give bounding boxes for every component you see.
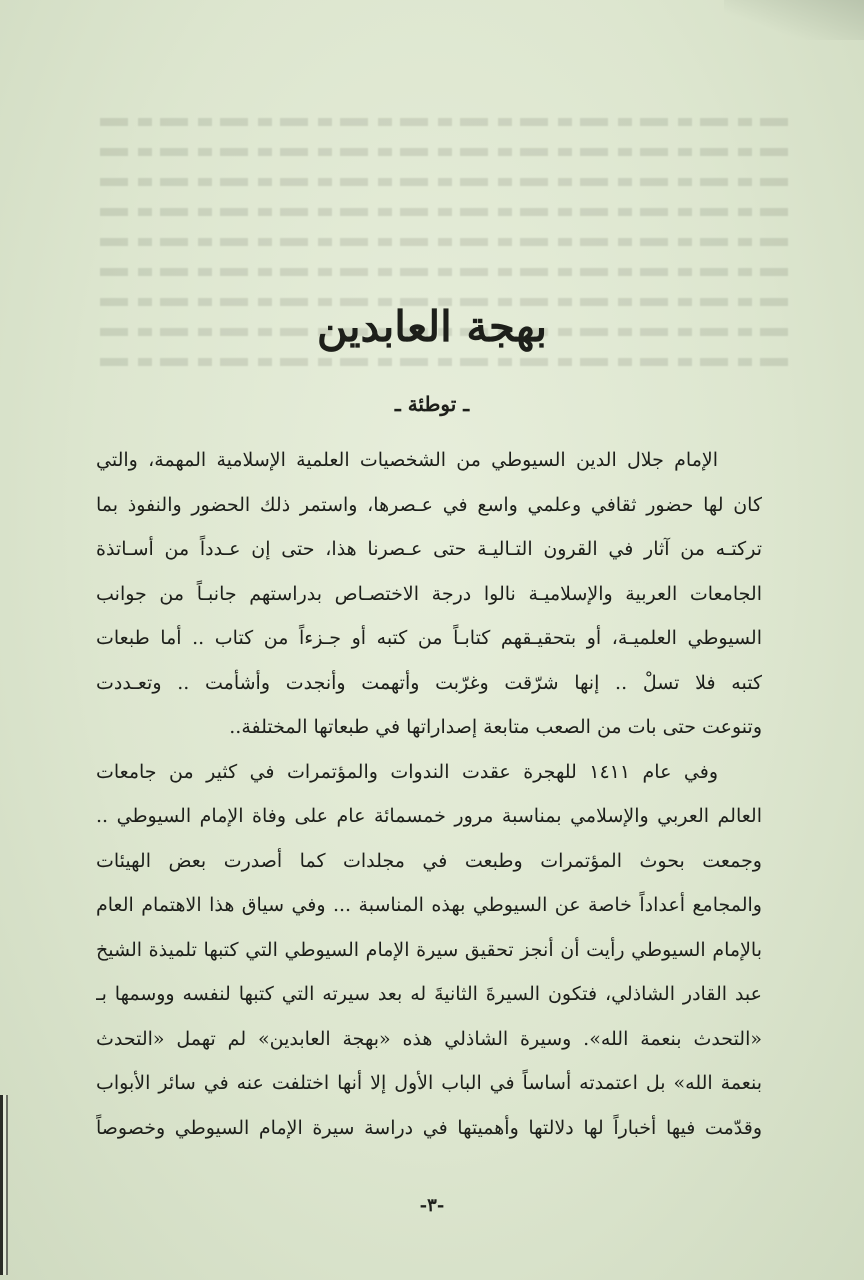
text-line: الجامعات العربية والإسلاميـة نالوا درجة الاختصـاص بدراستهم جانبـاً من جوانب: [96, 582, 762, 605]
show-through-text: [100, 118, 790, 418]
text-line: «التحدث بنعمة الله». وسيرة الشاذلي هذه «بهجة العابدين» لم تهمل «التحدث: [96, 1027, 762, 1050]
text-line: تركتـه من آثار في القرون التـاليـة حتى عـصرنا هذا، حتى إن عـدداً من أسـاتذة: [96, 538, 762, 560]
text-line: الإمام جلال الدين السيوطي من الشخصيات العلمية الإسلامية المهمة، والتي: [96, 449, 718, 471]
text-line: عبد القادر الشاذلي، فتكون السيرةَ الثانيةَ له بعد سيرته التي كتبها لنفسه ووسمها بـ: [96, 983, 762, 1005]
text-line: وفي عام ١٤١١ للهجرة عقدت الندوات والمؤتمرات في كثير من جامعات: [96, 760, 718, 783]
text-line: السيوطي العلميـة، أو بتحقيـقهم كتابـاً من كتبه أو جـزءاً من كتاب .. أما طبعات: [96, 627, 762, 649]
page-corner-shadow: [724, 0, 864, 40]
page-title: بهجة العابدين: [316, 302, 548, 351]
text-line: كان لها حضور ثقافي وعلمي واسع في عـصرها، واستمر ذلك الحضور والنفوذ بما: [96, 493, 762, 516]
text-line: وقدّمت فيها أخباراً لها دلالتها وأهميتها في دراسة سيرة الإمام السيوطي وخصوصاً: [96, 1116, 762, 1139]
text-line: وجمعت بحوث المؤتمرات وطبعت في مجلدات كما أصدرت بعض الهيئات: [96, 849, 762, 872]
text-line: بنعمة الله» بل اعتمدته أساساً في الباب الأول إلا أنها اختلفت عنه في سائر الأبواب: [96, 1072, 762, 1094]
text-line: كتبه فلا تسلْ .. إنها شرّقت وغرّبت وأتهمت وأنجدت وأشأمت .. وتعـددت: [96, 671, 762, 694]
page-number: -٣-: [419, 1195, 445, 1216]
text-line: العالم العربي والإسلامي بمناسبة مرور خمسمائة عام على وفاة الإمام السيوطي ..: [96, 805, 762, 827]
text-line: والمجامع أعداداً خاصة عن السيوطي بهذه المناسبة ... وفي سياق هذا الاهتمام العام: [96, 894, 762, 916]
text-line: بالإمام السيوطي رأيت أن أنجز تحقيق سيرة الإمام السيوطي التي كتبها تلميذة الشيخ: [96, 938, 762, 961]
section-heading: ـ توطئة ـ: [394, 392, 470, 416]
body-text: [96, 438, 762, 1150]
text-line: وتنوعت حتى بات من الصعب متابعة إصداراتها في طبعاتها المختلفة..: [229, 716, 762, 738]
binding-edge: [0, 1095, 14, 1275]
